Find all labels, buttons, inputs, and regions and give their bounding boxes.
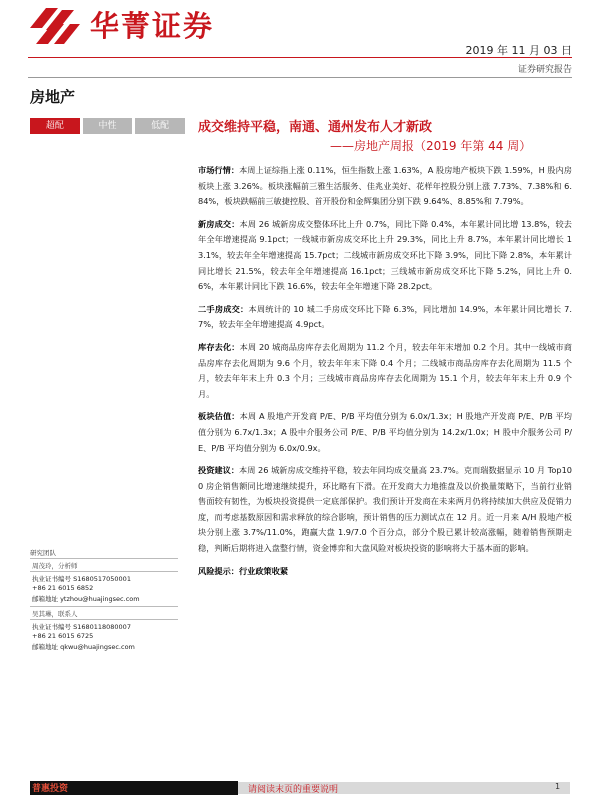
brand-name: 华菁证券	[90, 9, 215, 43]
page-number: 1	[555, 782, 561, 791]
inventory-paragraph	[198, 340, 572, 402]
para-text: 本周 20 城商品房库存去化周期为 11.2 个月，较去年年末增加 0.2 个月。其中一线城市商品房库存去化周期为 9.6 个月，较去年年末下降 0.4 个月；二线城市商品房库存去化周期为 11.5 个月，较去年年末上升 0.3 个月；三线城市商品房库存去化周期为 15.1 个月，较去年年末上升 0.9 个月。	[198, 341, 572, 399]
header-divider	[28, 57, 572, 58]
analyst-email[interactable]: 邮箱地址 ytzhou@huajingsec.com	[32, 595, 140, 603]
para-label: 二手房成交：	[198, 303, 249, 314]
report-date: 2019 年 11 月 03 日	[465, 44, 572, 57]
team-divider	[30, 606, 178, 607]
analyst-name: 吴其琳，联系人	[32, 610, 78, 618]
sector-title: 房地产	[30, 88, 76, 106]
risk-paragraph	[198, 564, 572, 580]
subheader-divider	[28, 77, 572, 78]
analyst-email[interactable]: 邮箱地址 qkwu@huajingsec.com	[32, 643, 135, 651]
para-label: 库存去化：	[198, 341, 240, 352]
team-divider	[30, 558, 178, 559]
second-hand-paragraph	[198, 302, 572, 333]
report-type: 证券研究报告	[517, 65, 572, 75]
research-team-title: 研究团队	[30, 549, 56, 557]
para-text: 本周统计的 10 城二手房成交环比下降 6.3%，同比增加 14.9%，本年累计同比增长 7.7%，较去年全年增速提高 4.9pct。	[198, 303, 572, 330]
para-label: 投资建议：	[198, 465, 240, 476]
analyst-divider	[30, 619, 178, 620]
analyst-name: 周茂玲，分析师	[32, 562, 78, 570]
rating-neutral: 中性	[83, 118, 133, 134]
rating-tabs	[30, 118, 185, 134]
valuation-paragraph	[198, 409, 572, 456]
para-label: 新房成交：	[198, 218, 240, 229]
analyst-cert: 执业证书编号 S1680517050001	[32, 575, 131, 583]
footer-disclaimer: 请阅读末页的重要说明	[248, 785, 339, 795]
rating-overweight: 超配	[30, 118, 80, 134]
analyst-cert: 执业证书编号 S1680118080007	[32, 623, 131, 631]
para-text: 本周 26 城新房成交整体环比上升 0.7%，同比下降 0.4%，本年累计同比增 13.8%，较去年全年增速提高 9.1pct；一线城市新房成交环比上升 29.3%，同比上升 8.7%，本年累计同比增长 13.1%，较去年全年增速提高 15.7pct；二线城市新房成交环比下降 3.9%，同比下降 2.8%，本年累计同比增长 21.5%，较去年全年增速提高 16.1pct；三线城市新房成交环比下降 5.2%，同比上升 0.6%，本年累计同比下跌 16.6%，较去年全年增速下降 28.2pct。	[198, 218, 572, 292]
new-home-paragraph	[198, 217, 572, 295]
analyst-phone: +86 21 6015 6852	[32, 584, 94, 592]
huajing-logo-icon	[28, 6, 82, 46]
report-title: 成交维持平稳，南通、通州发布人才新政	[198, 120, 433, 135]
risk-text: 行业政策收紧	[238, 565, 289, 576]
footer-slogan: 普惠投资	[32, 784, 69, 794]
report-subtitle: ——房地产周报（2019 年第 44 周）	[330, 139, 532, 153]
rating-underweight: 低配	[135, 118, 185, 134]
analyst-phone: +86 21 6015 6725	[32, 632, 94, 640]
para-text: 本周 26 城新房成交维持平稳，较去年同均成交量高 23.7%。克而瑞数据显示 10 月 Top100 房企销售额同比增速继续提升，环比略有下滑。在开发商大力地推盘及以价换量策略下，当前行业销售面较有韧性，为板块投资提供一定底部保护。我们预计开发商在未来两月仍将持续加大供应及促销力度，而考虑基数原因和需求释放的综合影响，预计销售的压力测试点在 12 月。近一月来 A/H 股地产板块分别上涨 3.7%/11.0%，跑赢大盘 1.9/7.0 个百分点，部分个股已累计较高涨幅，随着销售预期走稳，判断后期将进入盘整行情，资金博弈和大盘风险对板块投资的影响将大于基本面的影响。	[198, 465, 572, 554]
analyst-divider	[30, 571, 178, 572]
para-label: 板块估值：	[198, 411, 240, 422]
report-body	[198, 163, 572, 586]
para-text: 本周上证综指上涨 0.11%，恒生指数上涨 1.63%，A 股房地产板块下跌 1.59%，H 股内房板块上涨 3.26%。板块涨幅前三雅生活服务、佳兆业美好、花样年控股分别上涨 7.73%、7.38%和 6.84%，板块跌幅前三敏捷控股、首开股份和金辉集团分别下跌 9.64%、8.85%和 7.79%。	[198, 165, 572, 207]
market-paragraph	[198, 163, 572, 210]
risk-label: 风险提示：	[198, 565, 239, 576]
para-text: 本周 A 股地产开发商 P/E、P/B 平均值分别为 6.0x/1.3x；H 股地产开发商 P/E、P/B 平均值分别为 6.7x/1.3x；A 股中介服务公司 P/E、P/B 平均值分别为 14.2x/1.0x；H 股中介服务公司 P/E、P/B 平均值分别为 6.0x/0.9x。	[198, 411, 572, 453]
para-label: 市场行情：	[198, 165, 240, 175]
investment-paragraph	[198, 463, 572, 557]
